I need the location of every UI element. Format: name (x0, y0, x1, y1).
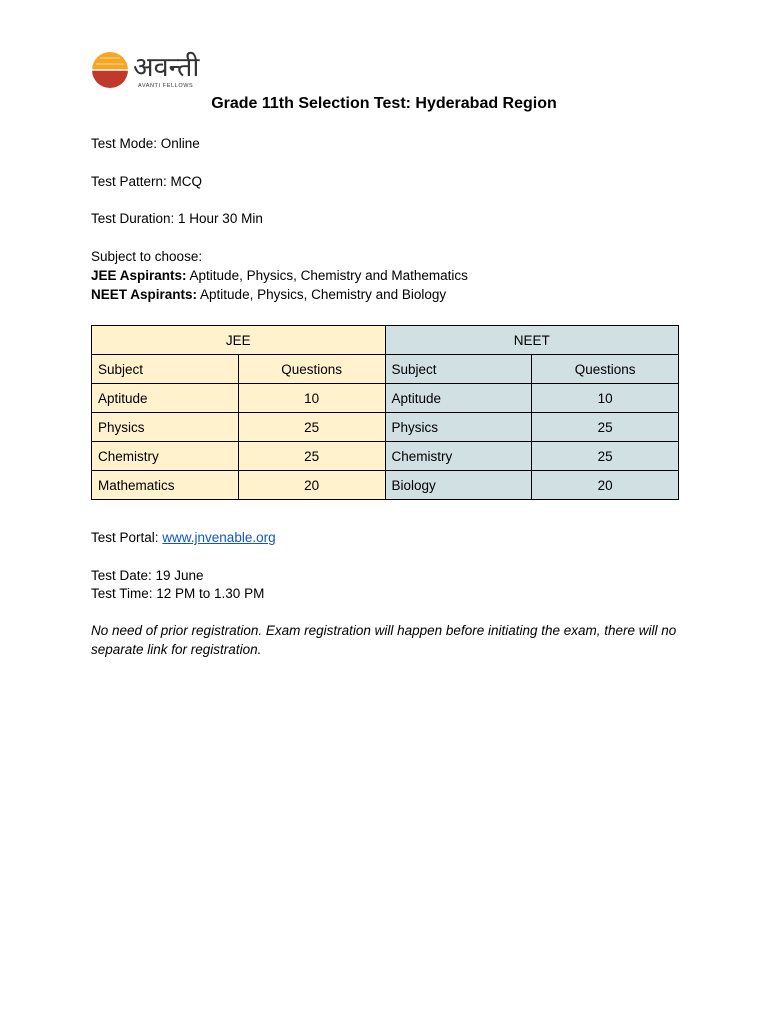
jee-questions-cell: 25 (238, 413, 385, 442)
page-title: Grade 11th Selection Test: Hyderabad Region (211, 95, 557, 112)
jee-subject-cell: Mathematics (92, 471, 239, 500)
test-time: Test Time: 12 PM to 1.30 PM (91, 586, 265, 601)
jee-subject-header: Subject (92, 355, 239, 384)
logo-subtitle: AVANTI FELLOWS (138, 83, 194, 89)
test-mode: Test Mode: Online (91, 136, 200, 151)
neet-subject-header: Subject (385, 355, 532, 384)
neet-subject-cell: Aptitude (385, 384, 532, 413)
test-duration: Test Duration: 1 Hour 30 Min (91, 211, 263, 226)
jee-questions-cell: 25 (238, 442, 385, 471)
jee-questions-cell: 20 (238, 471, 385, 500)
neet-questions-cell: 20 (532, 471, 679, 500)
table-group-header (92, 326, 679, 355)
registration-note: No need of prior registration. Exam registration will happen before initiating the exam, there will no separate link for registration. (91, 623, 677, 657)
neet-subject-cell: Biology (385, 471, 532, 500)
jee-subject-cell: Physics (92, 413, 239, 442)
subjects-table (91, 325, 679, 500)
neet-questions-header: Questions (532, 355, 679, 384)
table-row (92, 471, 679, 500)
neet-aspirants-label: NEET Aspirants: (91, 287, 198, 302)
avanti-logo (90, 46, 220, 92)
neet-header: NEET (385, 326, 679, 355)
table-row (92, 442, 679, 471)
subject-intro: Subject to choose: (91, 249, 203, 264)
jee-questions-cell: 10 (238, 384, 385, 413)
table-column-header (92, 355, 679, 384)
jee-aspirants-text: Aptitude, Physics, Chemistry and Mathematics (186, 268, 468, 283)
neet-aspirants-text: Aptitude, Physics, Chemistry and Biology (197, 287, 447, 302)
jee-subject-cell: Chemistry (92, 442, 239, 471)
logo-name: अवन्ती (133, 52, 200, 83)
test-pattern: Test Pattern: MCQ (91, 174, 203, 189)
neet-subject-cell: Chemistry (385, 442, 532, 471)
test-portal-link[interactable]: www.jnvenable.org (162, 530, 276, 545)
table-row (92, 413, 679, 442)
neet-questions-cell: 25 (532, 442, 679, 471)
table-row (92, 384, 679, 413)
jee-aspirants-label: JEE Aspirants: (91, 268, 187, 283)
sun-icon (92, 52, 128, 88)
test-portal-label: Test Portal: (91, 530, 163, 545)
jee-questions-header: Questions (238, 355, 385, 384)
jee-aspirants-line (91, 266, 468, 285)
neet-aspirants-line (91, 285, 446, 304)
test-date: Test Date: 19 June (91, 568, 204, 583)
neet-questions-cell: 10 (532, 384, 679, 413)
neet-subject-cell: Physics (385, 413, 532, 442)
jee-header: JEE (92, 326, 386, 355)
neet-questions-cell: 25 (532, 413, 679, 442)
test-portal-line (91, 528, 276, 547)
jee-subject-cell: Aptitude (92, 384, 239, 413)
